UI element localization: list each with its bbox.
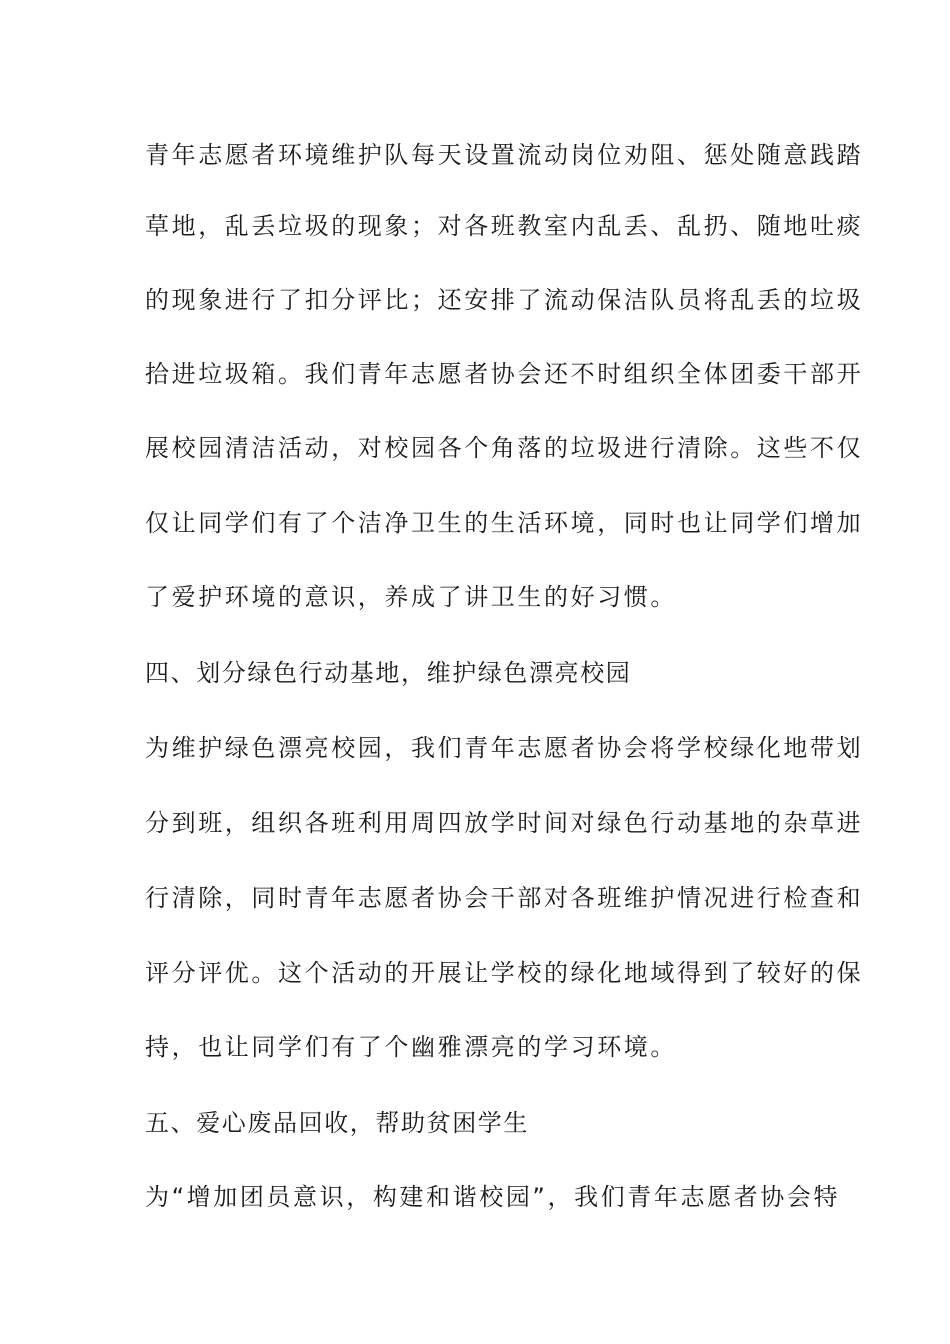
section-heading: 五、爱心废品回收，帮助贫困学生 <box>145 1109 529 1137</box>
paragraph-line: 评分评优。这个活动的开展让学校的绿化地域得到了较好的保 <box>145 959 864 987</box>
paragraph-line: 为“增加团员意识，构建和谐校园”，我们青年志愿者协会特 <box>145 1183 841 1211</box>
paragraph-line: 青年志愿者环境维护队每天设置流动岗位劝阻、惩处随意践踏 <box>145 141 864 169</box>
paragraph-line: 行清除，同时青年志愿者协会干部对各班维护情况进行检查和 <box>145 884 864 912</box>
paragraph-line: 持，也让同学们有了个幽雅漂亮的学习环境。 <box>145 1033 677 1061</box>
paragraph-line: 拾进垃圾箱。我们青年志愿者协会还不时组织全体团委干部开 <box>145 360 864 388</box>
section-heading: 四、划分绿色行动基地，维护绿色漂亮校园 <box>145 659 632 687</box>
paragraph-line: 仅让同学们有了个洁净卫生的生活环境，同时也让同学们增加 <box>145 509 864 537</box>
paragraph-line: 展校园清洁活动，对校园各个角落的垃圾进行清除。这些不仅 <box>145 434 864 462</box>
paragraph-line: 为维护绿色漂亮校园，我们青年志愿者协会将学校绿化地带划 <box>145 734 864 762</box>
paragraph-line: 分到班，组织各班利用周四放学时间对绿色行动基地的杂草进 <box>145 809 864 837</box>
paragraph-line: 了爱护环境的意识，养成了讲卫生的好习惯。 <box>145 583 677 611</box>
paragraph-line: 草地，乱丢垃圾的现象；对各班教室内乱丢、乱扔、随地吐痰 <box>145 212 864 240</box>
paragraph-line: 的现象进行了扣分评比；还安排了流动保洁队员将乱丢的垃圾 <box>145 286 864 314</box>
